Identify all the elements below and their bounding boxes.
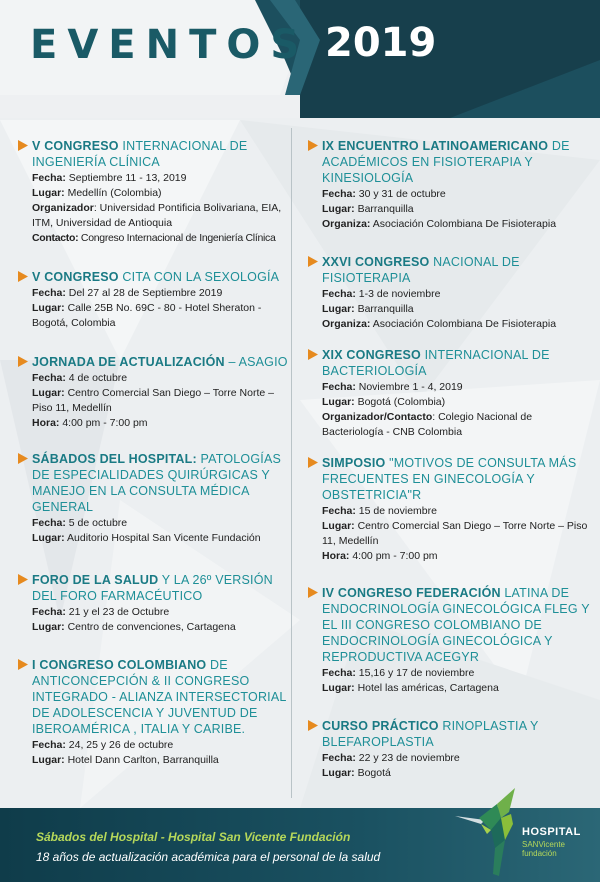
event-details: Fecha: Septiembre 11 - 13, 2019 Lugar: Medellín (Colombia) Organizador: Universidad Pontificia Bolivariana, EIA, ITM, Universidad de Antioquia Contacto: Congreso Internacional de Ingeniería Clínica <box>32 172 282 244</box>
event-details: Fecha: Noviembre 1 - 4, 2019 Lugar: Bogotá (Colombia) Organizador/Contacto: Colegio Nacional de Bacteriología - CNB Colombia <box>322 381 533 438</box>
flag-icon <box>308 587 318 598</box>
event-title: XXVI CONGRESO NACIONAL DE FISIOTERAPIA <box>308 254 593 286</box>
page-title: EVENTOS <box>30 22 310 68</box>
event-item <box>308 455 593 564</box>
flag-icon <box>18 271 28 282</box>
flag-icon <box>18 659 28 670</box>
event-details: Fecha: 4 de octubre Lugar: Centro Comercial San Diego – Torre Norte – Piso 11, Medellín Hora: 4:00 pm - 7:00 pm <box>32 372 274 429</box>
flag-icon <box>308 720 318 731</box>
event-item <box>18 269 290 331</box>
flag-icon <box>18 574 28 585</box>
event-item <box>18 138 290 246</box>
event-details: Fecha: 30 y 31 de octubre Lugar: Barranquilla Organiza: Asociación Colombiana De Fisioterapia <box>322 188 557 230</box>
event-details: Fecha: 22 y 23 de noviembre Lugar: Bogotá <box>322 752 460 779</box>
event-details: Fecha: Del 27 al 28 de Septiembre 2019 Lugar: Calle 25B No. 69C - 80 - Hotel Sheraton - Bogotá, Colombia <box>32 287 262 329</box>
flag-icon <box>18 453 28 464</box>
flag-icon <box>308 349 318 360</box>
flag-icon <box>308 457 318 468</box>
event-item <box>18 572 290 635</box>
event-details: Fecha: 15,16 y 17 de noviembre Lugar: Hotel las américas, Cartagena <box>322 667 499 694</box>
event-title: SIMPOSIO "MOTIVOS DE CONSULTA MÁS FRECUENTES EN GINECOLOGÍA Y OBSTETRICIA"R <box>308 455 593 503</box>
event-item <box>308 347 593 440</box>
event-title: I CONGRESO COLOMBIANO DE ANTICONCEPCIÓN & II CONGRESO INTEGRADO - ALIANZA INTERSECTORIAL DE ADOLESCENCIA Y JUVENTUD DE IBEROAMÉRICA , ITALIA Y CARIBE. <box>18 657 290 737</box>
event-title: XIX CONGRESO INTERNACIONAL DE BACTERIOLOGÍA <box>308 347 593 379</box>
page-year: 2019 <box>325 20 437 66</box>
footer-title: Sábados del Hospital - Hospital San Vicente Fundación <box>36 830 351 844</box>
event-item <box>18 451 290 546</box>
event-details: Fecha: 1-3 de noviembre Lugar: Barranquilla Organiza: Asociación Colombiana De Fisioterapia <box>322 288 557 330</box>
event-details: Fecha: 24, 25 y 26 de octubre Lugar: Hotel Dann Carlton, Barranquilla <box>32 739 219 766</box>
column-divider <box>291 128 292 798</box>
flag-icon <box>308 140 318 151</box>
event-title: SÁBADOS DEL HOSPITAL: PATOLOGÍAS DE ESPECIALIDADES QUIRÚRGICAS Y MANEJO EN LA CONSULTA MÉDICA GENERAL <box>18 451 290 515</box>
event-item <box>308 585 593 696</box>
event-title: V CONGRESO INTERNACIONAL DE INGENIERÍA CLÍNICA <box>18 138 290 170</box>
logo-subtitle: SANVicente fundación <box>522 840 565 858</box>
event-details: Fecha: 15 de noviembre Lugar: Centro Comercial San Diego – Torre Norte – Piso 11, Medellín Hora: 4:00 pm - 7:00 pm <box>322 505 588 562</box>
hummingbird-icon <box>455 788 525 878</box>
event-title: IX ENCUENTRO LATINOAMERICANO DE ACADÉMICOS EN FISIOTERAPIA Y KINESIOLOGÍA <box>308 138 593 186</box>
event-details: Fecha: 5 de octubre Lugar: Auditorio Hospital San Vicente Fundación <box>32 517 261 544</box>
event-item <box>18 354 290 431</box>
logo-name: HOSPITAL <box>522 826 581 838</box>
flag-icon <box>18 356 28 367</box>
event-title: FORO DE LA SALUD Y LA 26º VERSIÓN DEL FORO FARMACÉUTICO <box>18 572 290 604</box>
event-title: V CONGRESO CITA CON LA SEXOLOGÍA <box>18 269 290 285</box>
footer-subtitle: 18 años de actualización académica para el personal de la salud <box>36 850 381 864</box>
event-item <box>308 138 593 232</box>
event-title: IV CONGRESO FEDERACIÓN LATINA DE ENDOCRINOLOGÍA GINECOLÓGICA FLEG Y EL III CONGRESO COLOMBIANO DE ENDOCRINOLOGÍA GINECOLÓGICA Y REPRODUCTIVA ACEGYR <box>308 585 593 665</box>
event-item <box>308 254 593 332</box>
event-title: CURSO PRÁCTICO RINOPLASTIA Y BLEFAROPLASTIA <box>308 718 593 750</box>
event-item <box>308 718 593 781</box>
flag-icon <box>18 140 28 151</box>
event-item <box>18 657 290 768</box>
event-details: Fecha: 21 y el 23 de Octubre Lugar: Centro de convenciones, Cartagena <box>32 606 236 633</box>
header-banner <box>0 0 600 118</box>
event-title: JORNADA DE ACTUALIZACIÓN – ASAGIO <box>18 354 290 370</box>
flag-icon <box>308 256 318 267</box>
